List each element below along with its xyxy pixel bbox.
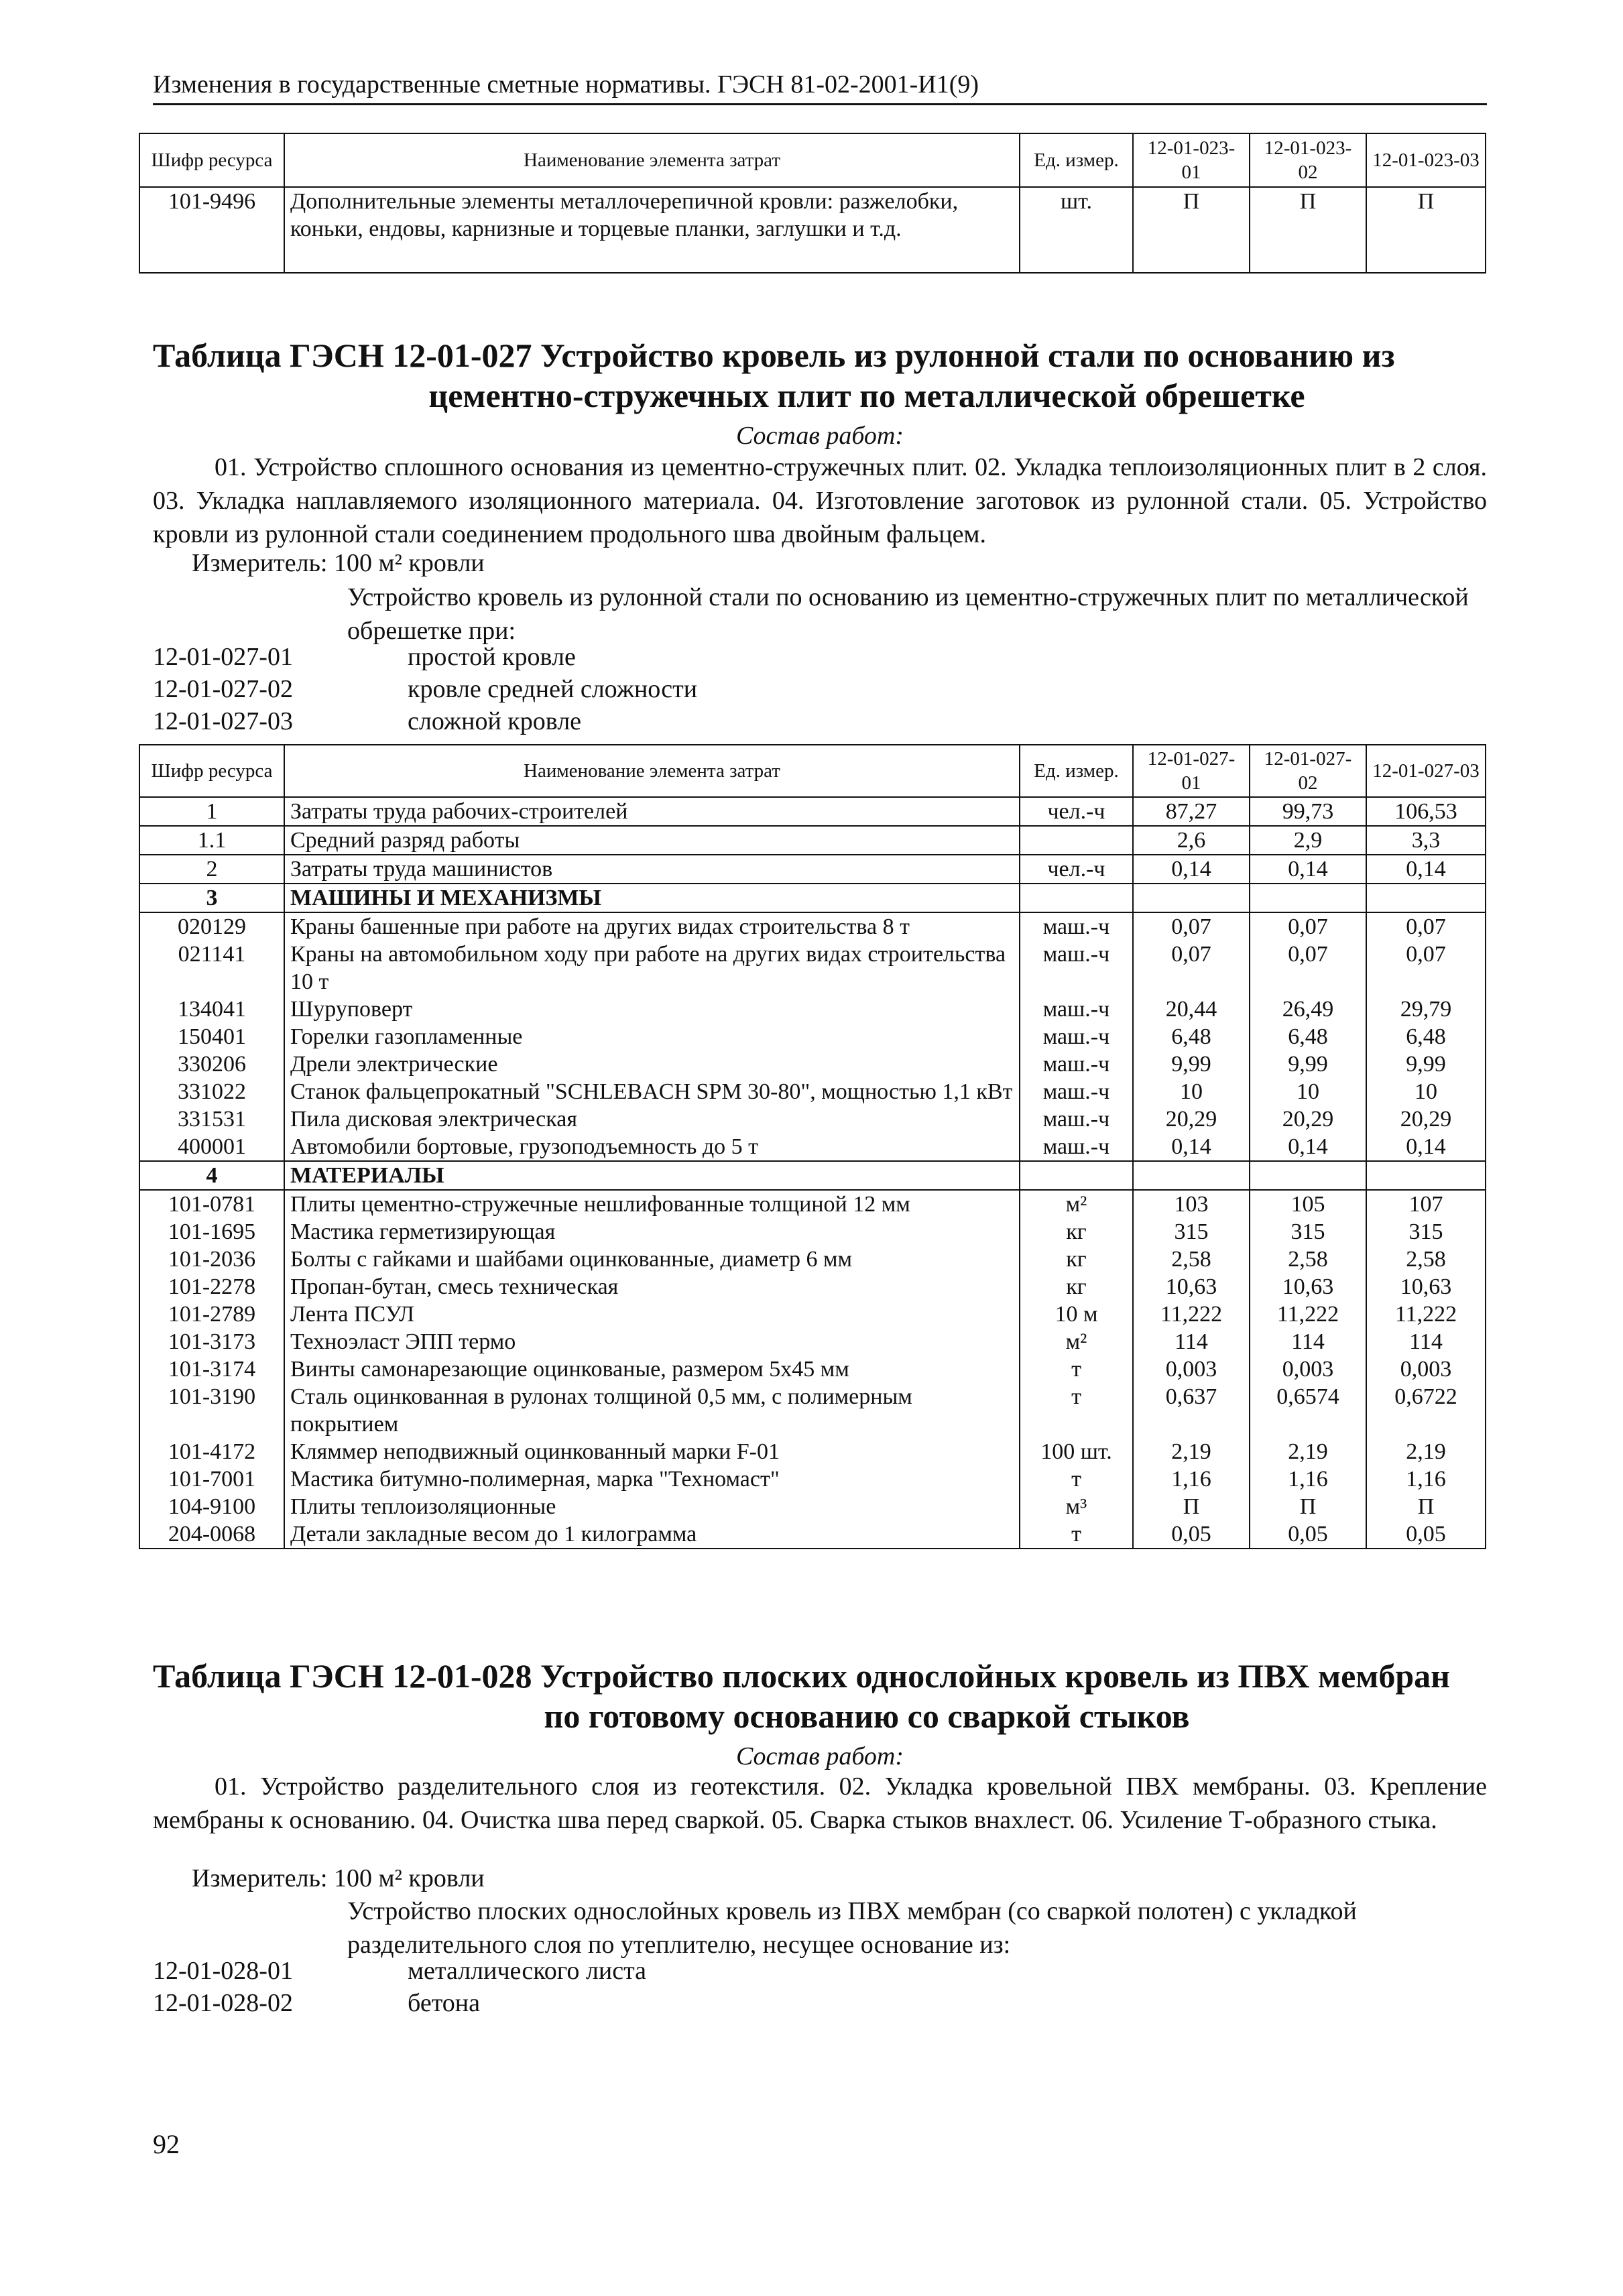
cell-v2: 99,73 bbox=[1250, 797, 1366, 826]
variant-028-02 bbox=[153, 1987, 480, 2019]
cell-unit: м³ bbox=[1020, 1493, 1133, 1520]
cell-name: Краны на автомобильном ходу при работе на других видах строительства 10 т bbox=[284, 941, 1020, 995]
table-row bbox=[139, 995, 1486, 1023]
cell-v1: 10,63 bbox=[1133, 1273, 1250, 1301]
variant-027-01 bbox=[153, 641, 576, 673]
col-name-header: Наименование элемента затрат bbox=[284, 745, 1020, 797]
cell-name: Автомобили бортовые, грузоподъемность до 5 т bbox=[284, 1133, 1020, 1161]
table-title-028-line2: по готовому основанию со сваркой стыков bbox=[544, 1697, 1190, 1735]
table-row bbox=[139, 855, 1486, 884]
table-row bbox=[139, 1465, 1486, 1493]
cell-unit: чел.-ч bbox=[1020, 797, 1133, 826]
col-v2-header: 12-01-023-02 bbox=[1250, 133, 1366, 187]
section-code: 4 bbox=[139, 1161, 284, 1190]
cell-code: 101-9496 bbox=[139, 187, 284, 273]
cell-v3: 0,003 bbox=[1366, 1355, 1486, 1383]
cell-unit: т bbox=[1020, 1520, 1133, 1549]
cell-unit: маш.-ч bbox=[1020, 995, 1133, 1023]
table-row bbox=[139, 1133, 1486, 1161]
cell-v3: 29,79 bbox=[1366, 995, 1486, 1023]
variant-text: металлического листа bbox=[408, 1957, 647, 1985]
cell-v3: 6,48 bbox=[1366, 1023, 1486, 1050]
table-row bbox=[139, 1273, 1486, 1301]
table-title-027-line2: цементно-стружечных плит по металлической обрешетке bbox=[428, 377, 1305, 414]
table-title-028-line1: Таблица ГЭСН 12-01-028 Устройство плоских однослойных кровель из ПВХ мембран bbox=[153, 1657, 1450, 1695]
variant-code: 12-01-027-03 bbox=[153, 707, 293, 735]
cell-v3: 0,6722 bbox=[1366, 1383, 1486, 1438]
table-row bbox=[139, 1301, 1486, 1328]
cell-unit: кг bbox=[1020, 1246, 1133, 1273]
cell-unit: м² bbox=[1020, 1190, 1133, 1218]
cell-code: 020129 bbox=[139, 912, 284, 941]
cell-v1: 10 bbox=[1133, 1078, 1250, 1105]
cell-v2: 105 bbox=[1250, 1190, 1366, 1218]
cell-unit: т bbox=[1020, 1355, 1133, 1383]
cell-name: Дрели электрические bbox=[284, 1050, 1020, 1078]
cell-v3: 3,3 bbox=[1366, 826, 1486, 855]
cell-v2: П bbox=[1250, 187, 1366, 273]
cell-name: Винты самонарезающие оцинкованые, размером 5х45 мм bbox=[284, 1355, 1020, 1383]
cell-unit: кг bbox=[1020, 1218, 1133, 1246]
cell-v1: 0,003 bbox=[1133, 1355, 1250, 1383]
cell-name: Мастика битумно-полимерная, марка "Техномаст" bbox=[284, 1465, 1020, 1493]
table-row bbox=[139, 187, 1486, 273]
page-number: 92 bbox=[153, 2129, 180, 2159]
cell-code: 101-4172 bbox=[139, 1438, 284, 1465]
cell-v1: 20,29 bbox=[1133, 1105, 1250, 1133]
cell-v1: 11,222 bbox=[1133, 1301, 1250, 1328]
cell-name: Болты с гайками и шайбами оцинкованные, диаметр 6 мм bbox=[284, 1246, 1020, 1273]
table-title-028 bbox=[153, 1656, 1487, 1736]
cell-unit bbox=[1020, 826, 1133, 855]
meter-028: Измеритель: 100 м² кровли bbox=[192, 1864, 485, 1892]
table-row bbox=[139, 1438, 1486, 1465]
cell-v2: 0,6574 bbox=[1250, 1383, 1366, 1438]
composition-text-027: 01. Устройство сплошного основания из цементно-стружечных плит. 02. Укладка теплоизоляционных плит в 2 слоя. 03. Укладка наплавляемого изоляционного материала. 04. Изготовление заготовок из рулонной стали. 05. Устройство кровли из рулонной стали соединением продольного шва двойным фальцем. bbox=[153, 453, 1487, 548]
cell-name: Пила дисковая электрическая bbox=[284, 1105, 1020, 1133]
table-row bbox=[139, 1078, 1486, 1105]
table-title-027 bbox=[153, 335, 1487, 416]
cell-v3: 0,14 bbox=[1366, 855, 1486, 884]
cell-v1: 0,07 bbox=[1133, 912, 1250, 941]
variant-code: 12-01-028-02 bbox=[153, 1989, 293, 2017]
cell-code: 101-0781 bbox=[139, 1190, 284, 1218]
cell-v1: 315 bbox=[1133, 1218, 1250, 1246]
cell-v3: 1,16 bbox=[1366, 1465, 1486, 1493]
col-v3-header: 12-01-027-03 bbox=[1366, 745, 1486, 797]
cell-v1: 6,48 bbox=[1133, 1023, 1250, 1050]
cell-name: Лента ПСУЛ bbox=[284, 1301, 1020, 1328]
cell-name: Горелки газопламенные bbox=[284, 1023, 1020, 1050]
cell-code: 101-2789 bbox=[139, 1301, 284, 1328]
cell-v3: 2,58 bbox=[1366, 1246, 1486, 1273]
cell-v1: 87,27 bbox=[1133, 797, 1250, 826]
cell-v2: 9,99 bbox=[1250, 1050, 1366, 1078]
col-unit-header: Ед. измер. bbox=[1020, 745, 1133, 797]
cell-v1: 0,07 bbox=[1133, 941, 1250, 995]
section-row-machines bbox=[139, 884, 1486, 912]
table-row bbox=[139, 912, 1486, 941]
cell-unit: шт. bbox=[1020, 187, 1133, 273]
cell-v2: 6,48 bbox=[1250, 1023, 1366, 1050]
cell-v1: 0,637 bbox=[1133, 1383, 1250, 1438]
cell-v3: 10 bbox=[1366, 1078, 1486, 1105]
section-title: МАШИНЫ И МЕХАНИЗМЫ bbox=[284, 884, 1020, 912]
cell-v2: 0,07 bbox=[1250, 912, 1366, 941]
cell-v3: 0,07 bbox=[1366, 941, 1486, 995]
cell-v3: 0,07 bbox=[1366, 912, 1486, 941]
table-row bbox=[139, 941, 1486, 995]
composition-text-028: 01. Устройство разделительного слоя из геотекстиля. 02. Укладка кровельной ПВХ мембраны. 03. Крепление мембраны к основанию. 04. Очистка шва перед сваркой. 05. Сварка стыков внахлест. 06. Усиление Т-образного стыка. bbox=[153, 1772, 1487, 1834]
col-code-header: Шифр ресурса bbox=[139, 745, 284, 797]
cell-code: 150401 bbox=[139, 1023, 284, 1050]
cell-unit: 10 м bbox=[1020, 1301, 1133, 1328]
cell-unit: т bbox=[1020, 1465, 1133, 1493]
cell-unit: маш.-ч bbox=[1020, 1133, 1133, 1161]
table-row bbox=[139, 1383, 1486, 1438]
cell-v3: 11,222 bbox=[1366, 1301, 1486, 1328]
cell-v1: 1,16 bbox=[1133, 1465, 1250, 1493]
cell-v2: 1,16 bbox=[1250, 1465, 1366, 1493]
cell-code: 400001 bbox=[139, 1133, 284, 1161]
cell-name: Кляммер неподвижный оцинкованный марки F-01 bbox=[284, 1438, 1020, 1465]
cell-v1: П bbox=[1133, 187, 1250, 273]
table-row bbox=[139, 1105, 1486, 1133]
cell-v1: 2,19 bbox=[1133, 1438, 1250, 1465]
table-row bbox=[139, 1493, 1486, 1520]
cell-code: 021141 bbox=[139, 941, 284, 995]
cell-name: Краны башенные при работе на других видах строительства 8 т bbox=[284, 912, 1020, 941]
cell-unit: 100 шт. bbox=[1020, 1438, 1133, 1465]
cell-unit: т bbox=[1020, 1383, 1133, 1438]
cell-v2: 0,003 bbox=[1250, 1355, 1366, 1383]
col-v1-header: 12-01-027-01 bbox=[1133, 745, 1250, 797]
table-row bbox=[139, 1355, 1486, 1383]
cell-code: 331022 bbox=[139, 1078, 284, 1105]
cell-unit: маш.-ч bbox=[1020, 1078, 1133, 1105]
cell-code: 1 bbox=[139, 797, 284, 826]
variant-code: 12-01-028-01 bbox=[153, 1957, 293, 1985]
description-027: Устройство кровель из рулонной стали по основанию из цементно-стружечных плит по металлической обрешетке при: bbox=[347, 583, 1469, 645]
table-row bbox=[139, 1023, 1486, 1050]
cell-name: Шуруповерт bbox=[284, 995, 1020, 1023]
cell-v3: 10,63 bbox=[1366, 1273, 1486, 1301]
cell-name: Плиты теплоизоляционные bbox=[284, 1493, 1020, 1520]
cell-code: 101-2278 bbox=[139, 1273, 284, 1301]
col-v1-header: 12-01-023-01 bbox=[1133, 133, 1250, 187]
cell-v1: 9,99 bbox=[1133, 1050, 1250, 1078]
cell-name: Техноэласт ЭПП термо bbox=[284, 1328, 1020, 1355]
cell-name: Средний разряд работы bbox=[284, 826, 1020, 855]
resource-table-027 bbox=[139, 744, 1486, 1549]
cell-code: 104-9100 bbox=[139, 1493, 284, 1520]
cell-name: Станок фальцепрокатный "SCHLEBACH SPM 30-80", мощностью 1,1 кВт bbox=[284, 1078, 1020, 1105]
cell-code: 2 bbox=[139, 855, 284, 884]
cell-unit: чел.-ч bbox=[1020, 855, 1133, 884]
cell-v2: 10,63 bbox=[1250, 1273, 1366, 1301]
cell-v3: 2,19 bbox=[1366, 1438, 1486, 1465]
cell-v2: 114 bbox=[1250, 1328, 1366, 1355]
table-row bbox=[139, 797, 1486, 826]
cell-v3: П bbox=[1366, 187, 1486, 273]
cell-code: 101-3173 bbox=[139, 1328, 284, 1355]
cell-code: 101-3190 bbox=[139, 1383, 284, 1438]
page-header: Изменения в государственные сметные нормативы. ГЭСН 81-02-2001-И1(9) bbox=[153, 70, 1487, 105]
table-row bbox=[139, 1190, 1486, 1218]
cell-v3: 315 bbox=[1366, 1218, 1486, 1246]
cell-v3: 107 bbox=[1366, 1190, 1486, 1218]
resource-table-023 bbox=[139, 133, 1486, 274]
cell-v3: 0,05 bbox=[1366, 1520, 1486, 1549]
cell-v2: 10 bbox=[1250, 1078, 1366, 1105]
cell-name: Детали закладные весом до 1 килограмма bbox=[284, 1520, 1020, 1549]
cell-v1: 114 bbox=[1133, 1328, 1250, 1355]
cell-code: 101-1695 bbox=[139, 1218, 284, 1246]
meter-027: Измеритель: 100 м² кровли bbox=[192, 549, 485, 577]
section-code: 3 bbox=[139, 884, 284, 912]
cell-unit: маш.-ч bbox=[1020, 941, 1133, 995]
table-row bbox=[139, 1050, 1486, 1078]
cell-v1: 20,44 bbox=[1133, 995, 1250, 1023]
cell-code: 204-0068 bbox=[139, 1520, 284, 1549]
table-row bbox=[139, 1520, 1486, 1549]
cell-name: Дополнительные элементы металлочерепичной кровли: разжелобки, коньки, ендовы, карнизные и торцевые планки, заглушки и т.д. bbox=[284, 187, 1020, 273]
cell-code: 101-3174 bbox=[139, 1355, 284, 1383]
resource-table-027-body bbox=[139, 797, 1486, 1549]
cell-v1: 2,6 bbox=[1133, 826, 1250, 855]
cell-v2: 2,19 bbox=[1250, 1438, 1366, 1465]
cell-v1: 2,58 bbox=[1133, 1246, 1250, 1273]
cell-unit: маш.-ч bbox=[1020, 1105, 1133, 1133]
variant-027-03 bbox=[153, 705, 581, 737]
cell-unit: маш.-ч bbox=[1020, 1023, 1133, 1050]
section-row-materials bbox=[139, 1161, 1486, 1190]
col-code-header: Шифр ресурса bbox=[139, 133, 284, 187]
cell-v2: 11,222 bbox=[1250, 1301, 1366, 1328]
cell-code: 101-2036 bbox=[139, 1246, 284, 1273]
table-title-027-line1: Таблица ГЭСН 12-01-027 Устройство кровель из рулонной стали по основанию из bbox=[153, 337, 1395, 374]
cell-v2: П bbox=[1250, 1493, 1366, 1520]
table-row bbox=[139, 1328, 1486, 1355]
composition-label-027: Состав работ: bbox=[735, 422, 904, 450]
cell-name: Пропан-бутан, смесь техническая bbox=[284, 1273, 1020, 1301]
variant-027-02 bbox=[153, 673, 697, 705]
section-title: МАТЕРИАЛЫ bbox=[284, 1161, 1020, 1190]
cell-v1: 0,14 bbox=[1133, 855, 1250, 884]
cell-code: 330206 bbox=[139, 1050, 284, 1078]
cell-v3: 9,99 bbox=[1366, 1050, 1486, 1078]
variant-text: кровле средней сложности bbox=[408, 675, 698, 703]
cell-unit: маш.-ч bbox=[1020, 912, 1133, 941]
cell-v3: 20,29 bbox=[1366, 1105, 1486, 1133]
cell-v1: 0,14 bbox=[1133, 1133, 1250, 1161]
variant-text: бетона bbox=[408, 1989, 481, 2017]
col-v3-header: 12-01-023-03 bbox=[1366, 133, 1486, 187]
cell-v2: 2,58 bbox=[1250, 1246, 1366, 1273]
variant-text: простой кровле bbox=[408, 643, 576, 671]
cell-v3: 106,53 bbox=[1366, 797, 1486, 826]
cell-v1: П bbox=[1133, 1493, 1250, 1520]
variant-code: 12-01-027-01 bbox=[153, 643, 293, 671]
cell-code: 134041 bbox=[139, 995, 284, 1023]
cell-v2: 20,29 bbox=[1250, 1105, 1366, 1133]
table-row bbox=[139, 1246, 1486, 1273]
cell-v2: 0,14 bbox=[1250, 855, 1366, 884]
cell-v2: 315 bbox=[1250, 1218, 1366, 1246]
table-row bbox=[139, 826, 1486, 855]
cell-v1: 0,05 bbox=[1133, 1520, 1250, 1549]
cell-name: Затраты труда рабочих-строителей bbox=[284, 797, 1020, 826]
cell-v3: П bbox=[1366, 1493, 1486, 1520]
cell-name: Затраты труда машинистов bbox=[284, 855, 1020, 884]
description-028: Устройство плоских однослойных кровель из ПВХ мембран (со сваркой полотен) с укладкой разделительного слоя по утеплителю, несущее основание из: bbox=[347, 1897, 1357, 1959]
cell-v2: 0,05 bbox=[1250, 1520, 1366, 1549]
cell-code: 331531 bbox=[139, 1105, 284, 1133]
cell-unit: м² bbox=[1020, 1328, 1133, 1355]
cell-v2: 0,07 bbox=[1250, 941, 1366, 995]
variant-text: сложной кровле bbox=[408, 707, 582, 735]
cell-v2: 2,9 bbox=[1250, 826, 1366, 855]
composition-label-028: Состав работ: bbox=[735, 1742, 904, 1770]
cell-v2: 26,49 bbox=[1250, 995, 1366, 1023]
table-row bbox=[139, 1218, 1486, 1246]
cell-v3: 0,14 bbox=[1366, 1133, 1486, 1161]
cell-name: Мастика герметизирующая bbox=[284, 1218, 1020, 1246]
cell-v1: 103 bbox=[1133, 1190, 1250, 1218]
cell-code: 101-7001 bbox=[139, 1465, 284, 1493]
variant-code: 12-01-027-02 bbox=[153, 675, 293, 703]
cell-name: Плиты цементно-стружечные нешлифованные толщиной 12 мм bbox=[284, 1190, 1020, 1218]
variant-028-01 bbox=[153, 1955, 646, 1987]
cell-name: Сталь оцинкованная в рулонах толщиной 0,5 мм, с полимерным покрытием bbox=[284, 1383, 1020, 1438]
cell-v3: 114 bbox=[1366, 1328, 1486, 1355]
cell-code: 1.1 bbox=[139, 826, 284, 855]
cell-v2: 0,14 bbox=[1250, 1133, 1366, 1161]
col-v2-header: 12-01-027-02 bbox=[1250, 745, 1366, 797]
cell-unit: кг bbox=[1020, 1273, 1133, 1301]
col-name-header: Наименование элемента затрат bbox=[284, 133, 1020, 187]
cell-unit: маш.-ч bbox=[1020, 1050, 1133, 1078]
col-unit-header: Ед. измер. bbox=[1020, 133, 1133, 187]
